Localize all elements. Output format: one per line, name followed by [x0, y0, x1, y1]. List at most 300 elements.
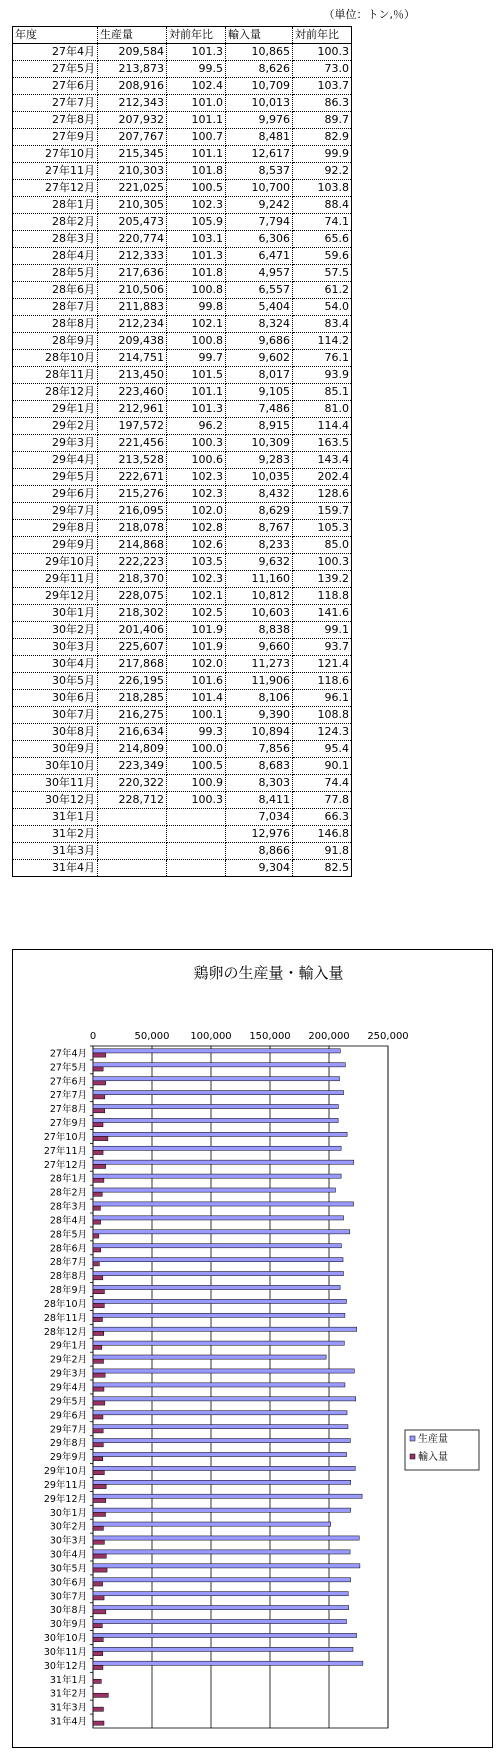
table-cell: 9,660	[226, 639, 293, 656]
x-tick-label: 150,000	[249, 1031, 291, 1042]
chart-title: 鶏卵の生産量・輸入量	[193, 964, 344, 982]
table-row	[13, 146, 352, 163]
table-row	[13, 639, 352, 656]
bar-輸入量	[93, 1568, 107, 1572]
table-cell: 100.3	[293, 554, 352, 571]
bar-輸入量	[93, 1109, 105, 1113]
table-cell: 207,767	[98, 129, 167, 146]
table-row	[13, 248, 352, 265]
table-row	[13, 163, 352, 180]
bar-輸入量	[93, 1554, 106, 1558]
table-cell: 212,961	[98, 401, 167, 418]
table-cell: 215,276	[98, 486, 167, 503]
table-cell: 102.0	[167, 656, 226, 673]
table-cell: 12,976	[226, 826, 293, 843]
bar-生産量	[93, 1564, 360, 1568]
table-cell: 11,273	[226, 656, 293, 673]
y-category-label: 28年7月	[49, 1257, 87, 1269]
bar-生産量	[93, 1425, 348, 1429]
table-cell: 225,607	[98, 639, 167, 656]
table-cell: 29年4月	[13, 452, 98, 469]
table-cell: 214,751	[98, 350, 167, 367]
bar-生産量	[93, 1383, 345, 1387]
table-cell: 10,709	[226, 78, 293, 95]
bar-生産量	[93, 1438, 350, 1442]
y-category-label: 29年9月	[49, 1452, 87, 1464]
x-tick-label: 250,000	[367, 1031, 409, 1042]
table-row	[13, 571, 352, 588]
table-cell: 100.1	[167, 707, 226, 724]
table-cell: 100.8	[167, 333, 226, 350]
table-cell: 207,932	[98, 112, 167, 129]
table-cell: 27年7月	[13, 95, 98, 112]
table-cell: 128.6	[293, 486, 352, 503]
table-cell: 211,883	[98, 299, 167, 316]
y-category-label: 31年3月	[49, 1702, 87, 1714]
table-header-cell: 対前年比	[167, 27, 226, 44]
y-category-label: 29年2月	[49, 1354, 87, 1366]
y-category-label: 30年2月	[49, 1521, 87, 1533]
table-row	[13, 554, 352, 571]
table-cell: 214,868	[98, 537, 167, 554]
table-row	[13, 622, 352, 639]
table-row	[13, 316, 352, 333]
y-category-label: 27年10月	[43, 1131, 87, 1143]
table-cell: 28年5月	[13, 265, 98, 282]
table-cell: 212,234	[98, 316, 167, 333]
bar-輸入量	[93, 1262, 99, 1266]
table-cell: 197,572	[98, 418, 167, 435]
table-cell: 10,309	[226, 435, 293, 452]
table-cell: 28年12月	[13, 384, 98, 401]
bar-生産量	[93, 1202, 354, 1206]
y-category-label: 30年3月	[49, 1535, 87, 1547]
y-category-label: 29年11月	[43, 1479, 87, 1491]
y-category-label: 30年11月	[43, 1646, 87, 1658]
table-cell: 99.5	[167, 61, 226, 78]
table-cell: 121.4	[293, 656, 352, 673]
table-row	[13, 180, 352, 197]
y-category-label: 28年4月	[49, 1215, 87, 1227]
table-cell: 228,712	[98, 792, 167, 809]
table-cell: 31年3月	[13, 843, 98, 860]
table-cell: 221,025	[98, 180, 167, 197]
table-cell: 90.1	[293, 758, 352, 775]
table-cell: 57.5	[293, 265, 352, 282]
table-cell: 102.0	[167, 503, 226, 520]
table-cell: 101.6	[167, 673, 226, 690]
bar-輸入量	[93, 1638, 103, 1642]
y-category-label: 28年5月	[49, 1229, 87, 1241]
legend-swatch	[410, 1436, 415, 1441]
bar-生産量	[93, 1397, 356, 1401]
bar-輸入量	[93, 1359, 104, 1363]
table-cell: 8,303	[226, 775, 293, 792]
table-cell: 82.9	[293, 129, 352, 146]
table-cell: 29年12月	[13, 588, 98, 605]
table-cell: 101.3	[167, 44, 226, 61]
bar-生産量	[93, 1369, 354, 1373]
table-cell: 100.3	[167, 792, 226, 809]
table-row	[13, 809, 352, 826]
table-cell: 222,223	[98, 554, 167, 571]
table-cell: 95.4	[293, 741, 352, 758]
table-cell	[98, 826, 167, 843]
table-cell: 61.2	[293, 282, 352, 299]
table-cell: 8,481	[226, 129, 293, 146]
y-category-label: 28年8月	[49, 1271, 87, 1283]
table-cell: 8,537	[226, 163, 293, 180]
bar-生産量	[93, 1230, 350, 1234]
table-cell: 54.0	[293, 299, 352, 316]
table-cell	[98, 809, 167, 826]
table-cell: 218,285	[98, 690, 167, 707]
table-row	[13, 469, 352, 486]
bar-輸入量	[93, 1331, 104, 1335]
bar-生産量	[93, 1244, 341, 1248]
table-row	[13, 758, 352, 775]
bar-生産量	[93, 1104, 338, 1108]
y-category-label: 27年7月	[49, 1090, 87, 1102]
y-category-label: 27年12月	[43, 1159, 87, 1171]
table-cell: 29年2月	[13, 418, 98, 435]
table-cell: 29年9月	[13, 537, 98, 554]
table-cell: 114.2	[293, 333, 352, 350]
table-header-cell: 輸入量	[226, 27, 293, 44]
y-category-label: 28年6月	[49, 1243, 87, 1255]
y-category-label: 30年1月	[49, 1507, 87, 1519]
table-cell: 100.3	[293, 44, 352, 61]
table-cell: 220,774	[98, 231, 167, 248]
table-cell: 218,370	[98, 571, 167, 588]
table-cell: 4,957	[226, 265, 293, 282]
bar-輸入量	[93, 1540, 104, 1544]
table-cell: 103.7	[293, 78, 352, 95]
bar-輸入量	[93, 1290, 104, 1294]
table-cell: 9,105	[226, 384, 293, 401]
table-cell: 27年6月	[13, 78, 98, 95]
y-category-label: 29年4月	[49, 1382, 87, 1394]
table-cell: 99.1	[293, 622, 352, 639]
table-cell: 102.1	[167, 588, 226, 605]
table-cell: 81.0	[293, 401, 352, 418]
table-cell: 93.7	[293, 639, 352, 656]
table-cell: 9,283	[226, 452, 293, 469]
bar-生産量	[93, 1578, 351, 1582]
bar-輸入量	[93, 1471, 104, 1475]
table-cell: 9,304	[226, 860, 293, 877]
table-cell: 65.6	[293, 231, 352, 248]
bar-輸入量	[93, 1387, 104, 1391]
table-cell: 141.6	[293, 605, 352, 622]
table-cell: 101.1	[167, 384, 226, 401]
table-cell: 96.1	[293, 690, 352, 707]
table-cell: 8,106	[226, 690, 293, 707]
table-cell	[167, 843, 226, 860]
bar-生産量	[93, 1480, 351, 1484]
table-cell: 74.1	[293, 214, 352, 231]
table-cell: 101.8	[167, 265, 226, 282]
table-cell: 100.5	[167, 180, 226, 197]
y-category-label: 30年8月	[49, 1605, 87, 1617]
table-row	[13, 605, 352, 622]
table-row	[13, 384, 352, 401]
bar-生産量	[93, 1355, 326, 1359]
bar-生産量	[93, 1619, 346, 1623]
table-cell: 73.0	[293, 61, 352, 78]
table-cell: 139.2	[293, 571, 352, 588]
table-cell: 101.4	[167, 690, 226, 707]
table-cell: 10,894	[226, 724, 293, 741]
bar-生産量	[93, 1633, 357, 1637]
table-cell: 209,438	[98, 333, 167, 350]
table-row	[13, 707, 352, 724]
table-cell: 102.5	[167, 605, 226, 622]
table-cell: 9,686	[226, 333, 293, 350]
bar-輸入量	[93, 1415, 103, 1419]
table-cell: 28年8月	[13, 316, 98, 333]
table-cell: 100.3	[167, 435, 226, 452]
table-cell: 102.3	[167, 469, 226, 486]
table-cell: 27年8月	[13, 112, 98, 129]
table-cell: 30年3月	[13, 639, 98, 656]
table-cell: 29年10月	[13, 554, 98, 571]
table-row	[13, 588, 352, 605]
y-category-label: 29年3月	[49, 1368, 87, 1380]
y-category-label: 27年8月	[49, 1104, 87, 1116]
table-row	[13, 214, 352, 231]
bar-輸入量	[93, 1679, 101, 1683]
table-cell: 28年10月	[13, 350, 98, 367]
table-row	[13, 78, 352, 95]
bar-輸入量	[93, 1484, 106, 1488]
table-cell: 28年11月	[13, 367, 98, 384]
table-cell: 99.7	[167, 350, 226, 367]
table-cell: 100.7	[167, 129, 226, 146]
table-cell	[167, 809, 226, 826]
table-cell: 8,017	[226, 367, 293, 384]
table-cell: 114.4	[293, 418, 352, 435]
table-cell: 92.2	[293, 163, 352, 180]
table-cell: 220,322	[98, 775, 167, 792]
table-cell: 12,617	[226, 146, 293, 163]
bar-生産量	[93, 1285, 340, 1289]
table-cell: 27年12月	[13, 180, 98, 197]
bar-生産量	[93, 1132, 347, 1136]
bar-輸入量	[93, 1373, 105, 1377]
table-row	[13, 299, 352, 316]
table-cell: 7,856	[226, 741, 293, 758]
table-row	[13, 265, 352, 282]
table-cell: 28年2月	[13, 214, 98, 231]
table-cell: 209,584	[98, 44, 167, 61]
table-row	[13, 775, 352, 792]
table-cell: 8,233	[226, 537, 293, 554]
table-cell: 6,557	[226, 282, 293, 299]
table-cell: 226,195	[98, 673, 167, 690]
table-cell: 228,075	[98, 588, 167, 605]
bar-輸入量	[93, 1178, 104, 1182]
table-cell: 101.1	[167, 146, 226, 163]
table-cell: 213,873	[98, 61, 167, 78]
legend-label: 輸入量	[418, 1452, 448, 1463]
bar-輸入量	[93, 1596, 104, 1600]
table-cell: 103.1	[167, 231, 226, 248]
table-cell: 99.3	[167, 724, 226, 741]
table-cell: 29年3月	[13, 435, 98, 452]
table-cell: 108.8	[293, 707, 352, 724]
table-cell: 8,838	[226, 622, 293, 639]
bar-輸入量	[93, 1610, 106, 1614]
table-cell: 96.2	[167, 418, 226, 435]
table-header-row	[13, 27, 352, 44]
table-cell: 102.3	[167, 197, 226, 214]
chart-area	[12, 949, 493, 1748]
x-tick-label: 50,000	[134, 1031, 170, 1042]
table-cell: 218,078	[98, 520, 167, 537]
table-cell: 212,333	[98, 248, 167, 265]
data-table	[12, 26, 352, 877]
y-category-label: 30年10月	[43, 1633, 87, 1645]
table-row	[13, 418, 352, 435]
table-cell: 27年4月	[13, 44, 98, 61]
table-cell: 10,035	[226, 469, 293, 486]
bar-生産量	[93, 1452, 347, 1456]
bar-生産量	[93, 1647, 353, 1651]
table-row	[13, 44, 352, 61]
table-cell: 9,976	[226, 112, 293, 129]
bar-生産量	[93, 1063, 345, 1067]
table-cell: 208,916	[98, 78, 167, 95]
table-cell: 101.1	[167, 112, 226, 129]
table-cell: 101.0	[167, 95, 226, 112]
table-row	[13, 367, 352, 384]
y-category-label: 29年6月	[49, 1410, 87, 1422]
bar-輸入量	[93, 1498, 106, 1502]
y-category-label: 28年3月	[49, 1201, 87, 1213]
table-cell: 29年5月	[13, 469, 98, 486]
table-cell: 103.5	[167, 554, 226, 571]
table-row	[13, 741, 352, 758]
bar-生産量	[93, 1258, 343, 1262]
bar-生産量	[93, 1661, 363, 1665]
table-cell: 101.9	[167, 639, 226, 656]
table-cell: 31年4月	[13, 860, 98, 877]
bar-chart	[13, 950, 492, 1747]
table-cell: 30年1月	[13, 605, 98, 622]
unit-label: （単位：トン,％）	[323, 8, 415, 21]
y-category-label: 31年4月	[49, 1716, 87, 1728]
table-cell: 30年9月	[13, 741, 98, 758]
table-cell: 29年11月	[13, 571, 98, 588]
table-cell: 216,275	[98, 707, 167, 724]
table-cell: 9,602	[226, 350, 293, 367]
table-cell: 105.9	[167, 214, 226, 231]
table-cell: 100.9	[167, 775, 226, 792]
table-cell: 27年10月	[13, 146, 98, 163]
y-category-label: 28年11月	[43, 1312, 87, 1324]
bar-生産量	[93, 1174, 341, 1178]
table-cell: 223,460	[98, 384, 167, 401]
table-header-cell: 対前年比	[293, 27, 352, 44]
table-cell: 217,868	[98, 656, 167, 673]
y-category-label: 28年12月	[43, 1326, 87, 1338]
table-cell: 10,700	[226, 180, 293, 197]
table-cell: 215,345	[98, 146, 167, 163]
table-cell: 29年1月	[13, 401, 98, 418]
bar-輸入量	[93, 1512, 106, 1516]
table-cell: 10,013	[226, 95, 293, 112]
table-cell: 30年12月	[13, 792, 98, 809]
bar-輸入量	[93, 1248, 101, 1252]
y-category-label: 30年7月	[49, 1591, 87, 1603]
y-category-label: 29年5月	[49, 1396, 87, 1408]
bar-輸入量	[93, 1192, 102, 1196]
table-cell: 8,432	[226, 486, 293, 503]
y-category-label: 30年6月	[49, 1577, 87, 1589]
table-row	[13, 537, 352, 554]
table-cell: 118.8	[293, 588, 352, 605]
table-cell: 212,343	[98, 95, 167, 112]
bar-生産量	[93, 1508, 351, 1512]
y-category-label: 31年2月	[49, 1688, 87, 1700]
bar-生産量	[93, 1550, 350, 1554]
table-cell: 77.8	[293, 792, 352, 809]
table-cell: 102.6	[167, 537, 226, 554]
table-row	[13, 282, 352, 299]
table-cell: 28年4月	[13, 248, 98, 265]
table-row	[13, 843, 352, 860]
table-cell: 6,306	[226, 231, 293, 248]
table-cell: 31年1月	[13, 809, 98, 826]
y-category-label: 29年7月	[49, 1424, 87, 1436]
table-cell: 216,634	[98, 724, 167, 741]
table-cell: 11,160	[226, 571, 293, 588]
bar-輸入量	[93, 1457, 103, 1461]
bar-生産量	[93, 1049, 340, 1053]
table-cell: 93.9	[293, 367, 352, 384]
bar-生産量	[93, 1091, 344, 1095]
table-cell: 9,242	[226, 197, 293, 214]
bar-輸入量	[93, 1303, 104, 1307]
table-cell: 101.9	[167, 622, 226, 639]
table-row	[13, 826, 352, 843]
bar-輸入量	[93, 1665, 103, 1669]
table-cell: 100.5	[167, 758, 226, 775]
bar-輸入量	[93, 1443, 103, 1447]
table-cell: 9,390	[226, 707, 293, 724]
table-cell: 30年10月	[13, 758, 98, 775]
bar-輸入量	[93, 1401, 105, 1405]
table-cell: 10,865	[226, 44, 293, 61]
table-cell: 163.5	[293, 435, 352, 452]
bar-生産量	[93, 1536, 359, 1540]
table-cell: 8,866	[226, 843, 293, 860]
table-cell: 8,915	[226, 418, 293, 435]
table-cell: 30年4月	[13, 656, 98, 673]
table-cell: 99.9	[293, 146, 352, 163]
bar-生産量	[93, 1466, 355, 1470]
table-cell: 221,456	[98, 435, 167, 452]
table-cell: 102.3	[167, 486, 226, 503]
table-cell: 83.4	[293, 316, 352, 333]
table-cell: 7,486	[226, 401, 293, 418]
y-category-label: 29年8月	[49, 1438, 87, 1450]
table-cell: 66.3	[293, 809, 352, 826]
table-row	[13, 690, 352, 707]
table-cell: 102.3	[167, 571, 226, 588]
bar-生産量	[93, 1327, 357, 1331]
